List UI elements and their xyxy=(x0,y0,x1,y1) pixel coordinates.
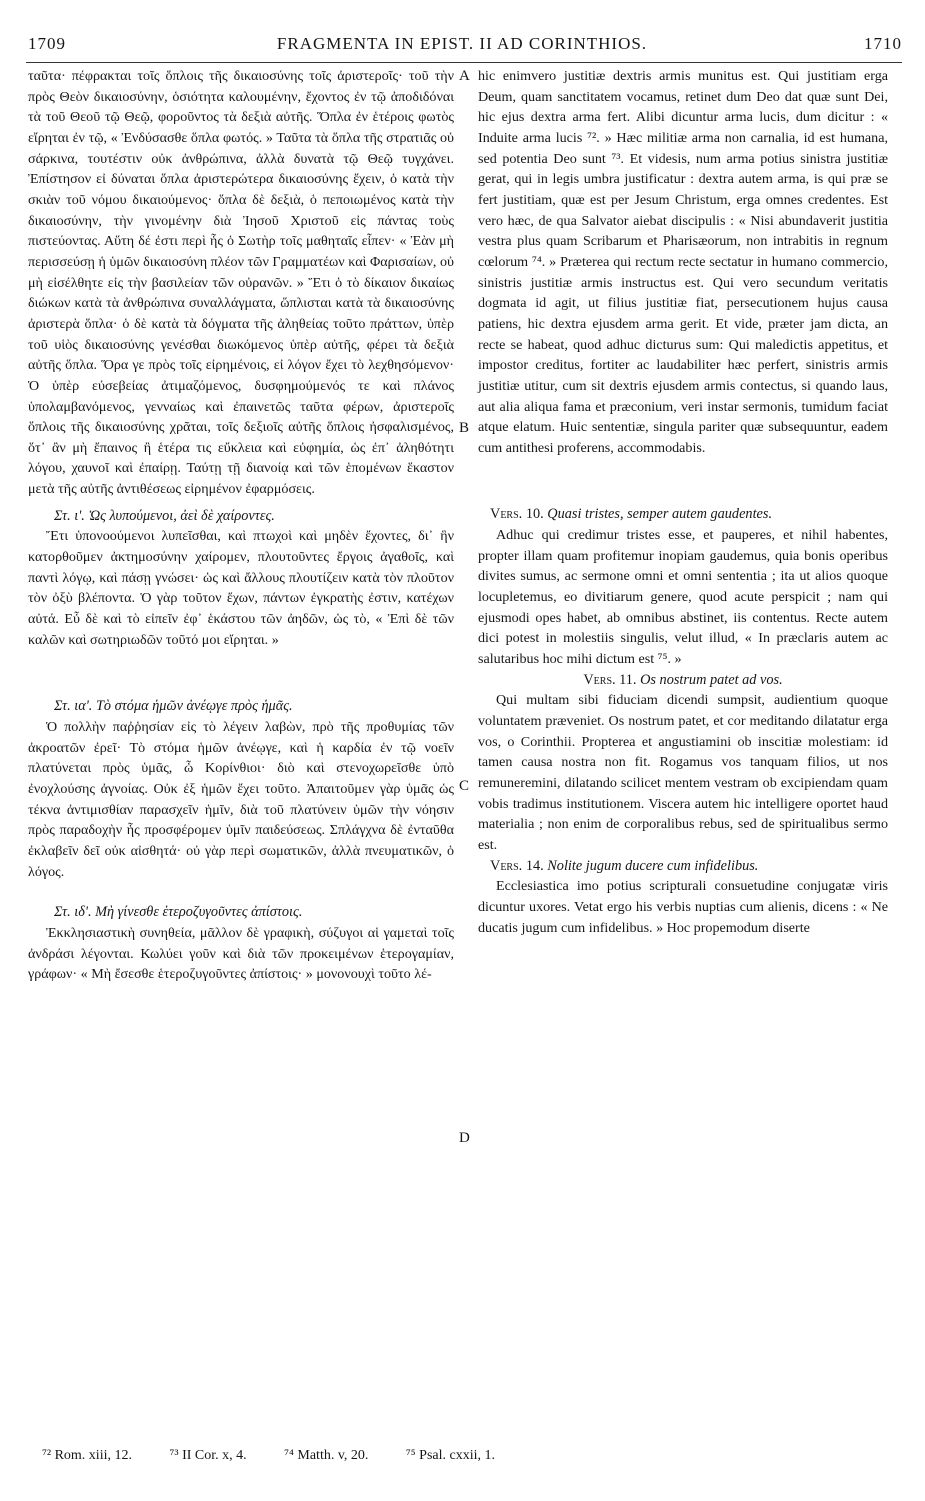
verse-label: Vers. 11. xyxy=(583,671,637,688)
greek-paragraph: Ἐκκλησιαστικὴ συνηθεία, μᾶλλον δὲ γραφικὴ, σύζυγοι αἱ γαμεταὶ τοῖς ἀνδράσι λέγονται. Κωλύει γοῦν καὶ διὰ τῶν προκειμένων ἑτερογαμίαν, γράφων· « Μὴ ἔσεσθε ἑτεροζυγοῦντες ἀπίστοις· » μονονουχὶ τοῦτο λέ- xyxy=(28,924,454,983)
latin-paragraph: Adhuc qui credimur tristes esse, et pauperes, et nihil habentes, propter illam quam profitemur inopiam gaudemus, quia bonis operibus divites sumus, ac sermone omni et omni sententia ; ita ut alios quoque locupletemus, eo divitiarum genere, quod acute perspicit ; nam qui ejusmodi opes habet, ab omnibus abstinet, iis contentus. Recte autem dici potest in molestiis singulis, velut illud, « In præclaris autem ac salutaribus hoc mihi dictum est ⁷⁵. » xyxy=(478,527,888,668)
verse-text: Nolite jugum ducere cum infidelibus. xyxy=(547,857,759,874)
running-header xyxy=(22,34,902,58)
latin-verse-heading xyxy=(478,856,888,877)
running-title: FRAGMENTA IN EPIST. II AD CORINTHIOS. xyxy=(276,34,648,53)
greek-verse-heading: Στ. ια'. Τὸ στόμα ἡμῶν ἀνέῳγε πρὸς ἡμᾶς. xyxy=(54,698,293,715)
latin-paragraph: Qui multam sibi fiduciam dicendi sumpsit, audientium quoque voluntatem præveniet. Os nostrum patet, et cor meditando dilatatur erga vos, o Corinthii. Propterea et angustiamini ob inscitiæ molestiam: id tamen causa nostra non fit. Rogamus vos tanquam filios, ut nos remuneremini, dilatando scilicet mentem vestram ob excipiendam quam vobis tradimus institutionem. Viscera autem hic intelligere oportet haud materialia ; non enim de corporalibus rebus, sed de spiritualibus sermo est. xyxy=(478,692,888,853)
page-number-right: 1710 xyxy=(864,34,902,53)
greek-paragraph: Ὁ πολλὴν παῤῥησίαν εἰς τὸ λέγειν λαβὼν, πρὸ τῆς προθυμίας τῶν ἀκροατῶν ἐρεῖ· Τὸ στόμα ἡμῶν ἀνέῳγε, καὶ ἡ καρδία ἐν τῷ νοεῖν πλατύνεται πρὸς ὑμᾶς, ὦ Κορίνθιοι· διὸ καὶ στενοχωρεῖσθε ὑπὸ ἐνοχλούσης ἀγνοίας. Οὐκ ἐξ ἡμῶν ἔχει τοῦτο. Ἀπαιτοῦμεν γὰρ ὑμᾶς ὡς τέκνα ἀντιμισθίαν παρασχεῖν ἡμῖν, διὰ τοῦ πλατύνειν ὑμῶν τὴν νόησιν πρὸς παραδοχὴν ἧς προσφέρομεν ὑμῖν παιδεύσεως. Σπλάγχνα δὲ ἐνταῦθα ἐκλαβεῖν δεῖ οὐκ αἰσθητά· οὐ γὰρ περὶ σωματικῶν, ἀλλὰ πνευματικῶν, ὁ λόγος. xyxy=(28,719,454,880)
greek-column xyxy=(28,66,454,985)
page-number-left: 1709 xyxy=(28,34,66,53)
verse-text: Os nostrum patet ad vos. xyxy=(640,671,783,688)
section-marker-b: B xyxy=(459,420,470,436)
latin-paragraph: hic enimvero justitiæ dextris armis munitus est. Qui justitiam erga Deum, quam sanctitatem vocamus, retinet dum Deo dat quæ sunt Dei, hic ejus dextra arma fert. Alibi dicuntur arma lucis, dum dicitur : « Induite arma lucis ⁷². » Hæc militiæ arma non carnalia, id est humana, sed potentia Deo sunt ⁷³. Et videsis, num arma potius sinistra justitiæ gerat, qui in legis umbra justificatur : dextra autem arma, is qui præ se fert justitiam, quæ est per Jesum Christum, erga omnes credentes. Est vero hæc, de qua Salvator aiebat discipulis : « Nisi abundaverit justitia vestra plus quam Scribarum et Pharisæorum, non intrabitis in regnum cœlorum ⁷⁴. » Præterea qui rectum recte sectatur in humano commercio, sinistris justitiæ armis instructus est. Qui vero secundum veritatis dogmata id agit, ut filius justitiæ fiat, persecutionem hujus causa patiens, hic dextra ejusdem arma gerit. Et vide, præter jam dicta, an recte se habeat, quod adhuc dicturus sum: Qui maledictis appetitus, et impostor creditus, fortiter ac laudabiliter hæc perfert, sinistris armis justitiæ utitur, cum sit dextris ejusdem armis contectus, si quando laus, aut alia aliqua fama et præconium, veri instar sermonis, tumidum faciat atque elatum. Huic sententiæ, singula pariter quæ subsequuntur, eadem cum antithesi proferens, accommodabis. xyxy=(478,68,888,456)
greek-verse-heading: Στ. ιδ'. Μὴ γίνεσθε ἑτεροζυγοῦντες ἀπίστοις. xyxy=(54,904,303,921)
section-marker-a: A xyxy=(459,68,470,84)
greek-verse-heading: Στ. ι'. Ὡς λυπούμενοι, ἀεὶ δὲ χαίροντες. xyxy=(54,507,275,524)
greek-paragraph: Ἔτι ὑπονοούμενοι λυπεῖσθαι, καὶ πτωχοὶ καὶ μηδὲν ἔχοντες, δι᾽ ἣν κατορθοῦμεν ἀκτημοσύνην χαίρομεν, πλουτοῦντες ἔργοις ἀγαθοῖς, καὶ παντὶ λόγῳ, καὶ πάσῃ γνώσει· ὡς καὶ ἄλλους πλουτίζειν κατὰ τὸν πλοῦτον τὸν ὀξὺ βλέποντα. Ὁ γὰρ τοῦτον ἔχων, πάντων ἐγκρατὴς ἐστιν, κατέχων αὐτά. Εὖ δὲ καὶ τὸ εἰπεῖν ἐφ᾽ ἑκάστου τῶν ἀηδῶν, ὡς τὸ, « Ἐπὶ δὲ τῶν καλῶν καὶ σωτηριωδῶν τοῦτό μοι εἴρηται. » xyxy=(28,528,454,648)
footnote: ⁷⁴ Matth. v, 20. xyxy=(284,1448,369,1463)
verse-label: Vers. 14. xyxy=(490,857,544,874)
verse-label: Vers. 10. xyxy=(490,506,544,523)
footnote: ⁷³ II Cor. x, 4. xyxy=(169,1448,247,1463)
section-marker-d: D xyxy=(459,1130,470,1146)
footnote: ⁷⁵ Psal. cxxii, 1. xyxy=(405,1448,496,1463)
latin-paragraph: Ecclesiastica imo potius scripturali consuetudine conjugatæ viris dicuntur uxores. Vetat ergo his verbis nuptias cum alienis, dicens : « Ne ducatis jugum cum infidelibus. » Hoc propemodum diserte xyxy=(478,878,888,936)
verse-text: Quasi tristes, semper autem gaudentes. xyxy=(547,506,773,523)
greek-paragraph: ταῦτα· πέφρακται τοῖς ὅπλοις τῆς δικαιοσύνης τοῖς ἀριστεροῖς· τοῦ τὴν πρὸς Θεὸν δικαιοσύνην, ὁσιότητα καλουμένην, ἔχοντος ἐν τῷ ἀποδιδόναι τὰ τοῦ Θεοῦ τῷ Θεῷ, φοροῦντος τὰ δεξιὰ αὐτῆς. Ὅπλα ἐν ἑτέροις φωτὸς εἴρηται ἐν τῷ, « Ἐνδύσασθε ὅπλα φωτός. » Ταῦτα τὰ ὅπλα τῆς στρατιᾶς οὐ σάρκινα, τουτέστιν οὐκ ἀνθρώπινα, ἀλλὰ δυνατὰ τῷ Θεῷ τυγχάνει. Ἐπίστησον εἰ δύναται ὅπλα ἀριστερώτερα δικαιοσύνης ἔχειν, ὁ κατὰ τὴν σκιὰν τοῦ νόμου δικαιούμενος· ὅπλα δὲ δεξιὰ, ὁ πεποιωμένος κατὰ τὴν δικαιοσύνην, τὴν γινομένην διὰ Ἰησοῦ Χριστοῦ εἰς πάντας τοὺς πιστεύοντας. Αὕτη δέ ἐστι περὶ ἧς ὁ Σωτὴρ τοῖς μαθηταῖς εἶπεν· « Ἐὰν μὴ περισσεύσῃ ἡ ὑμῶν δικαιοσύνη πλέον τῶν Γραμματέων καὶ Φαρισαίων, οὐ μὴ εἰσέλθητε εἰς τὴν βασιλείαν τῶν οὐρανῶν. » Ἔτι ὁ τὸ δίκαιον δικαίως διώκων κατὰ τὰ ἀνθρώπινα συναλλάγματα, ὥπλισται κατὰ τὰ δικαιοσύνης ἀριστερὰ ὅπλα· ὁ δὲ κατὰ τὰ δόγματα τῆς ἀληθείας τοῦτο πράττων, ὑπὲρ τοῦ υἱὸς δικαιοσύνης γενέσθαι διωκόμενος ὑπὲρ αὐτῆς, φέρει τὰ δεξιὰ αὐτῆς ὅπλα. Ὅρα γε πρὸς τοῖς εἰρημένοις, εἰ λόγον ἔχει τὸ λεχθησόμενον· Ὁ ὑπὲρ εὐσεβείας ἀτιμαζόμενος, δυσφημούμενός τε καὶ πλάνος ὑπολαμβανόμενος, γενναίως καὶ ἐπαινετῶς ταῦτα φέρων, ἀριστεροῖς ὅπλοις τῆς δικαιοσύνης χρᾶται, τοῖς δεξιοῖς αὐτῆς ὅπλοις ἠσφαλισμένος, ὅτ᾽ ἂν μὴ ἔπαινος ἢ ἑτέρα τις εὔκλεια καὶ εὐφημία, ὡς ἐπ᾽ ἀληθότητι λόγου, χαυνοῖ καὶ ἐπαίρῃ. Ταύτῃ τῇ διανοίᾳ καὶ τῶν ἑπομένων ἕκαστον μετὰ τῆς αὐτῆς ἀντιθέσεως εἰρημένον ἐφαρμόσεις. xyxy=(28,68,454,498)
latin-column xyxy=(478,66,888,938)
footnote: ⁷² Rom. xiii, 12. xyxy=(42,1448,132,1463)
latin-verse-heading xyxy=(478,670,888,691)
section-marker-c: C xyxy=(459,778,470,794)
header-rule xyxy=(26,62,902,63)
footnotes xyxy=(42,1448,902,1464)
latin-verse-heading xyxy=(478,504,888,525)
